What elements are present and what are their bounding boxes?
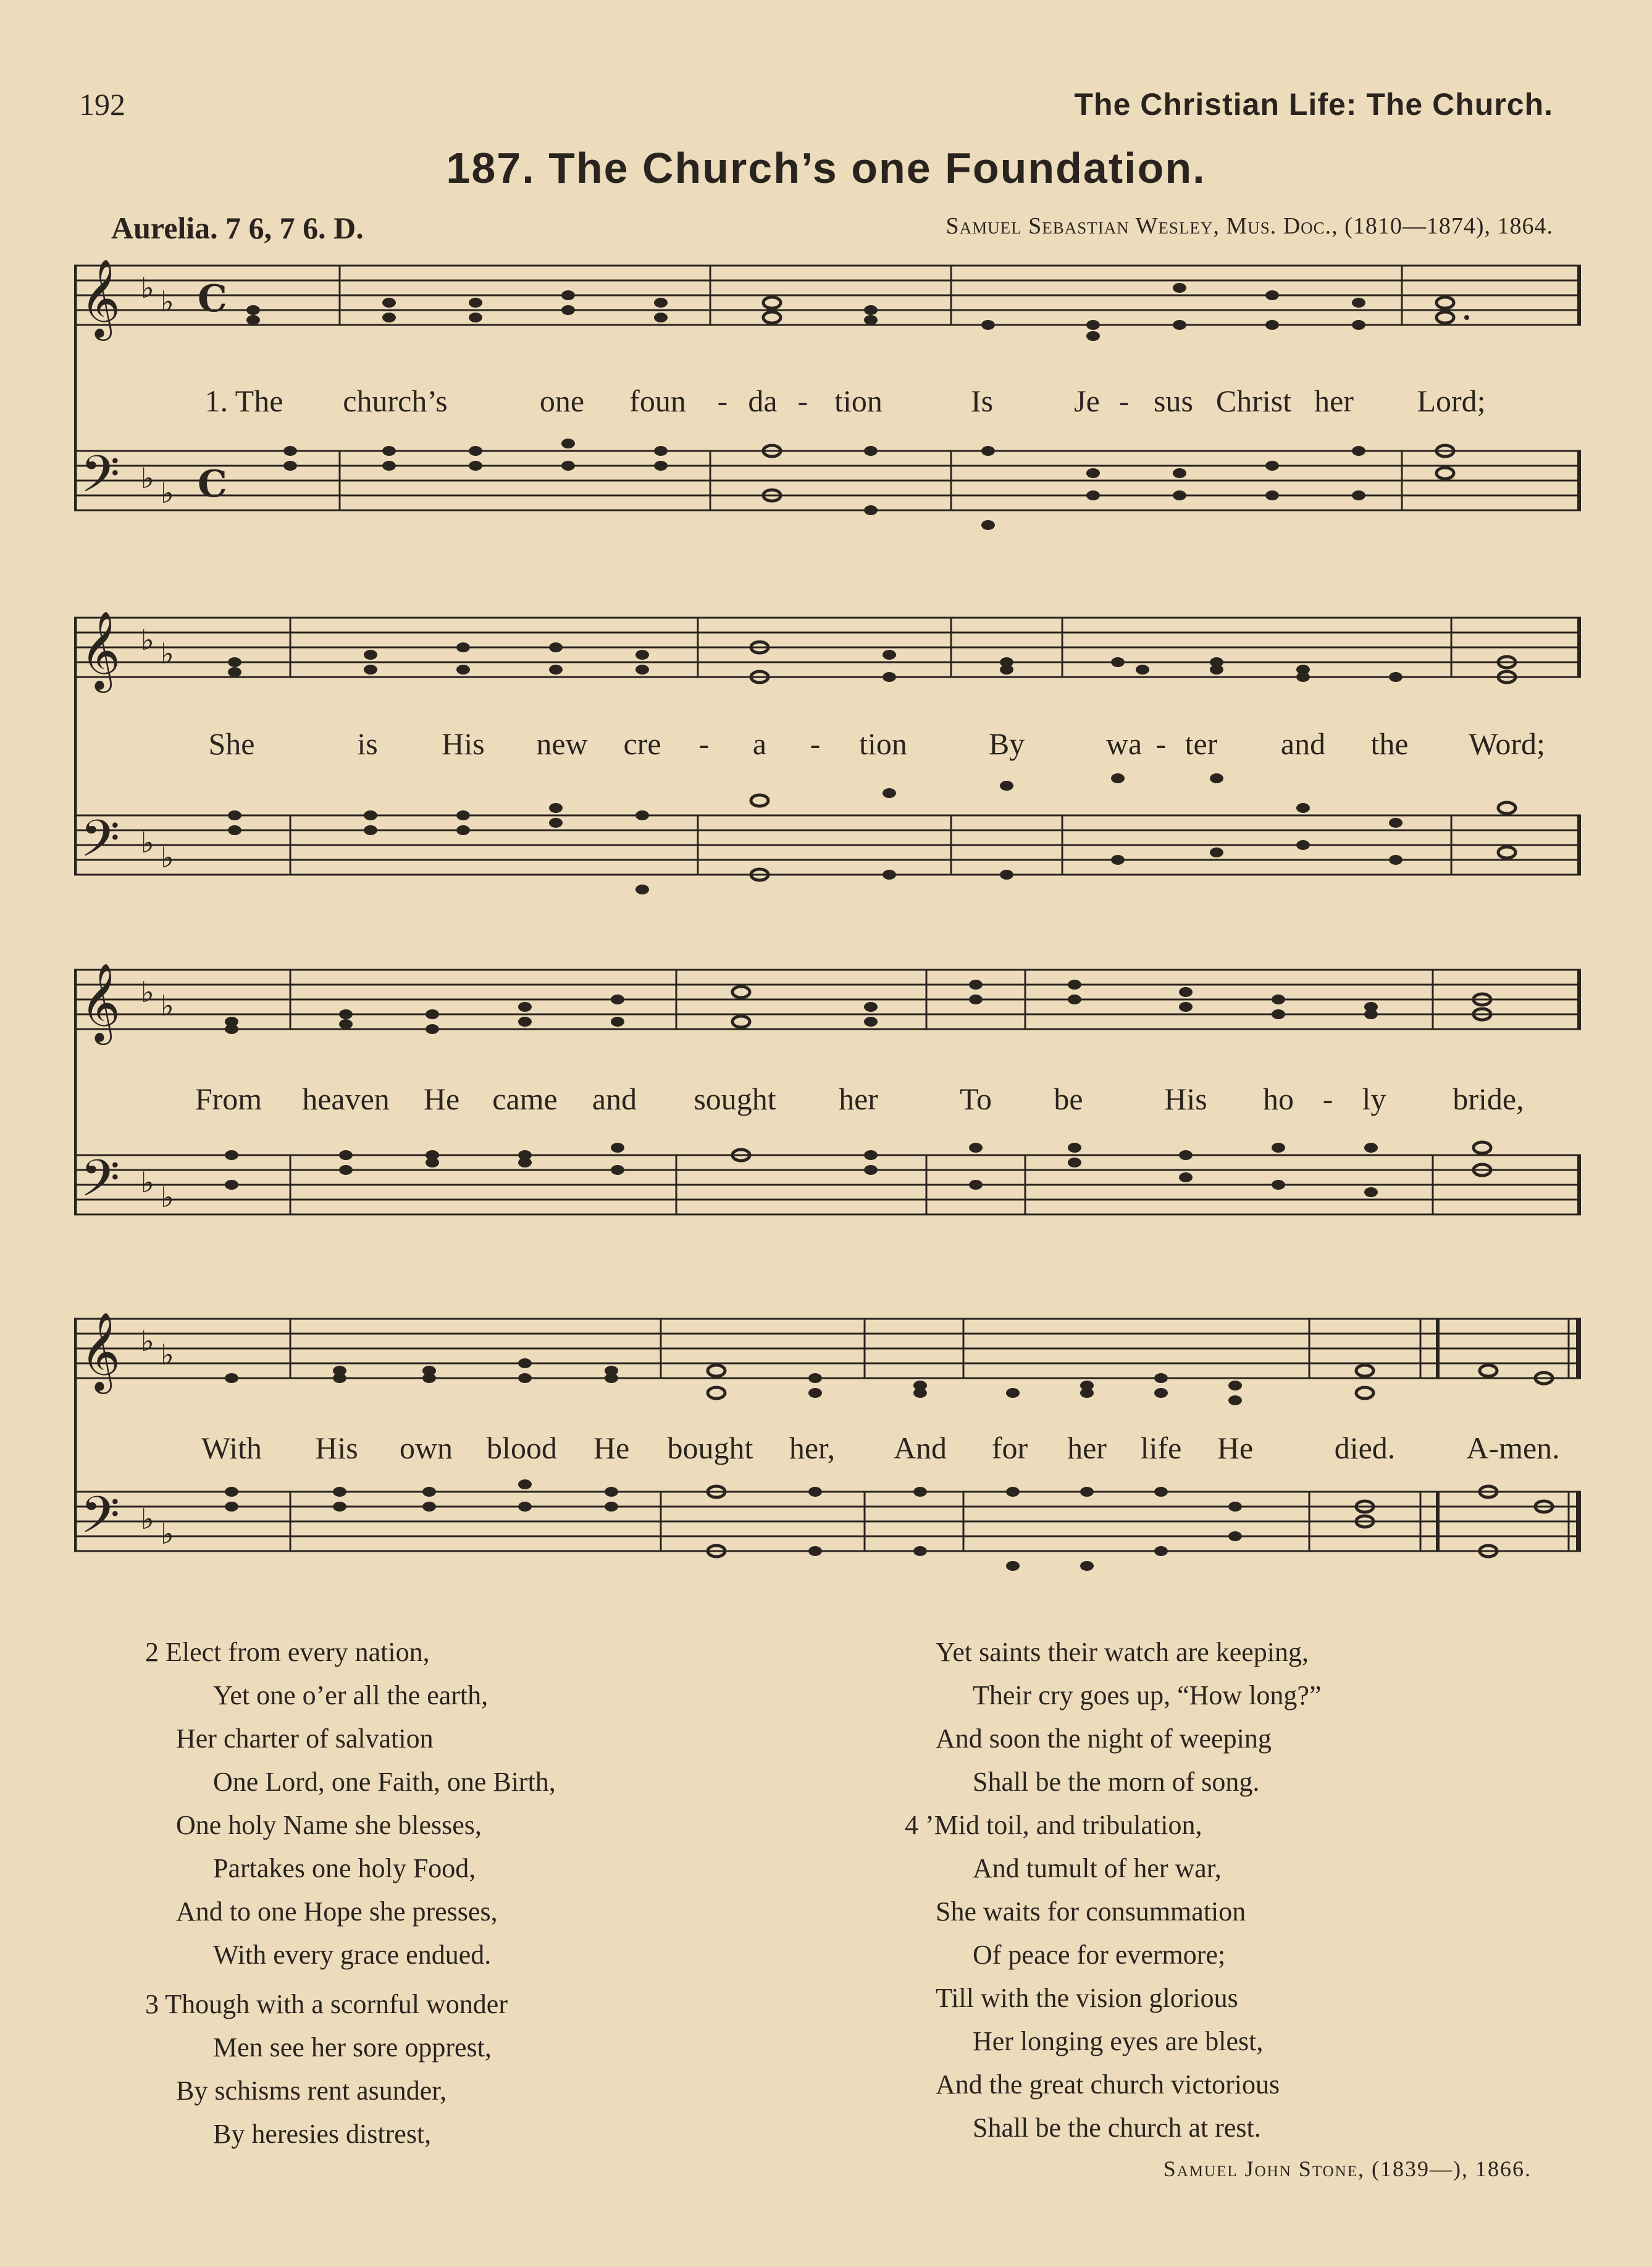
svg-text:𝄢: 𝄢 [80,444,120,516]
svg-text:C: C [198,277,227,321]
verse-3-part-2: Yet saints their watch are keeping, Their cry goes up, “How long?” And soon the night of weeping Shall be the morn of song. [936,1637,1322,1797]
svg-text:♭: ♭ [161,476,174,510]
composer-credit: Samuel Sebastian Wesley, Mus. Doc., (1810—1874), 1864. [945,213,1553,239]
svg-text:♭: ♭ [141,826,154,859]
svg-text:♭: ♭ [141,975,154,1009]
svg-text:𝄞: 𝄞 [80,1311,121,1390]
svg-text:♭: ♭ [161,989,174,1022]
svg-text:♭: ♭ [161,1338,174,1371]
svg-text:♭: ♭ [161,1180,174,1214]
svg-text:♭: ♭ [161,285,174,318]
verse-2: 2 Elect from every nation, Yet one o’er all the earth, Her charter of salvation One Lord, one Faith, one Birth, One holy Name she blesses, Partakes one holy Food, And to one Hope she presses, With every grace endued. [145,1637,556,1970]
author-credit: Samuel John Stone, (1839—), 1866. [1163,2156,1532,2181]
svg-text:𝄞: 𝄞 [80,259,121,337]
music-system-1: 𝄞 𝄢 ♭ ♭ ♭ ♭ C C 1. The church’s one foun - da - tion Is Je - sus Christ her Lord; [74,259,1581,544]
svg-text:♭: ♭ [161,1517,174,1550]
tune-name: Aurelia. 7 6, 7 6. D. [111,211,364,245]
svg-text:𝄢: 𝄢 [80,809,120,881]
svg-text:♭: ♭ [141,1166,154,1199]
svg-text:♭: ♭ [141,1324,154,1358]
svg-text:♭: ♭ [141,623,154,657]
svg-text:𝄞: 𝄞 [80,612,121,689]
music-system-4: 𝄞 𝄢 ♭ ♭ ♭ ♭ With His own blood He bought her, And for her life He died. A-men. [74,1306,1581,1615]
section-heading: The Christian Life: The Church. [1074,87,1553,122]
verse-4: 4 ’Mid toil, and tribulation, And tumult of her war, She waits for consummation Of peace for evermore; Till with the vision glorious Her longing eyes are blest, And the great church victorious Shall be the church at rest. [905,1810,1280,2143]
page-number: 192 [79,87,125,122]
verse-column-left [145,1631,556,2156]
svg-text:𝄞: 𝄞 [80,964,121,1041]
svg-text:C: C [198,463,227,506]
svg-text:♭: ♭ [161,637,174,670]
hymn-title: 187. The Church’s one Foundation. [446,144,1206,192]
svg-text:♭: ♭ [161,841,174,874]
score-system-1 [74,259,1581,544]
svg-text:♭: ♭ [141,461,154,495]
verse-column-right [905,1631,1321,2150]
svg-text:♭: ♭ [141,1502,154,1536]
svg-text:♭: ♭ [141,271,154,305]
svg-text:𝄢: 𝄢 [80,1485,120,1557]
score-system-3 [74,964,1581,1272]
verse-3-part-1: 3 Though with a scornful wonder Men see her sore opprest, By schisms rent asunder, By heresies distrest, [145,1989,508,2149]
music-system-3: 𝄞 𝄢 ♭ ♭ ♭ ♭ From heaven He came and sought her To be His ho - ly bride, [74,964,1581,1272]
score-system-2 [74,612,1581,920]
music-system-2: 𝄞 𝄢 ♭ ♭ ♭ ♭ She is His new cre - a - tion By wa - ter and the Word; [74,612,1581,920]
svg-text:𝄢: 𝄢 [80,1148,120,1221]
